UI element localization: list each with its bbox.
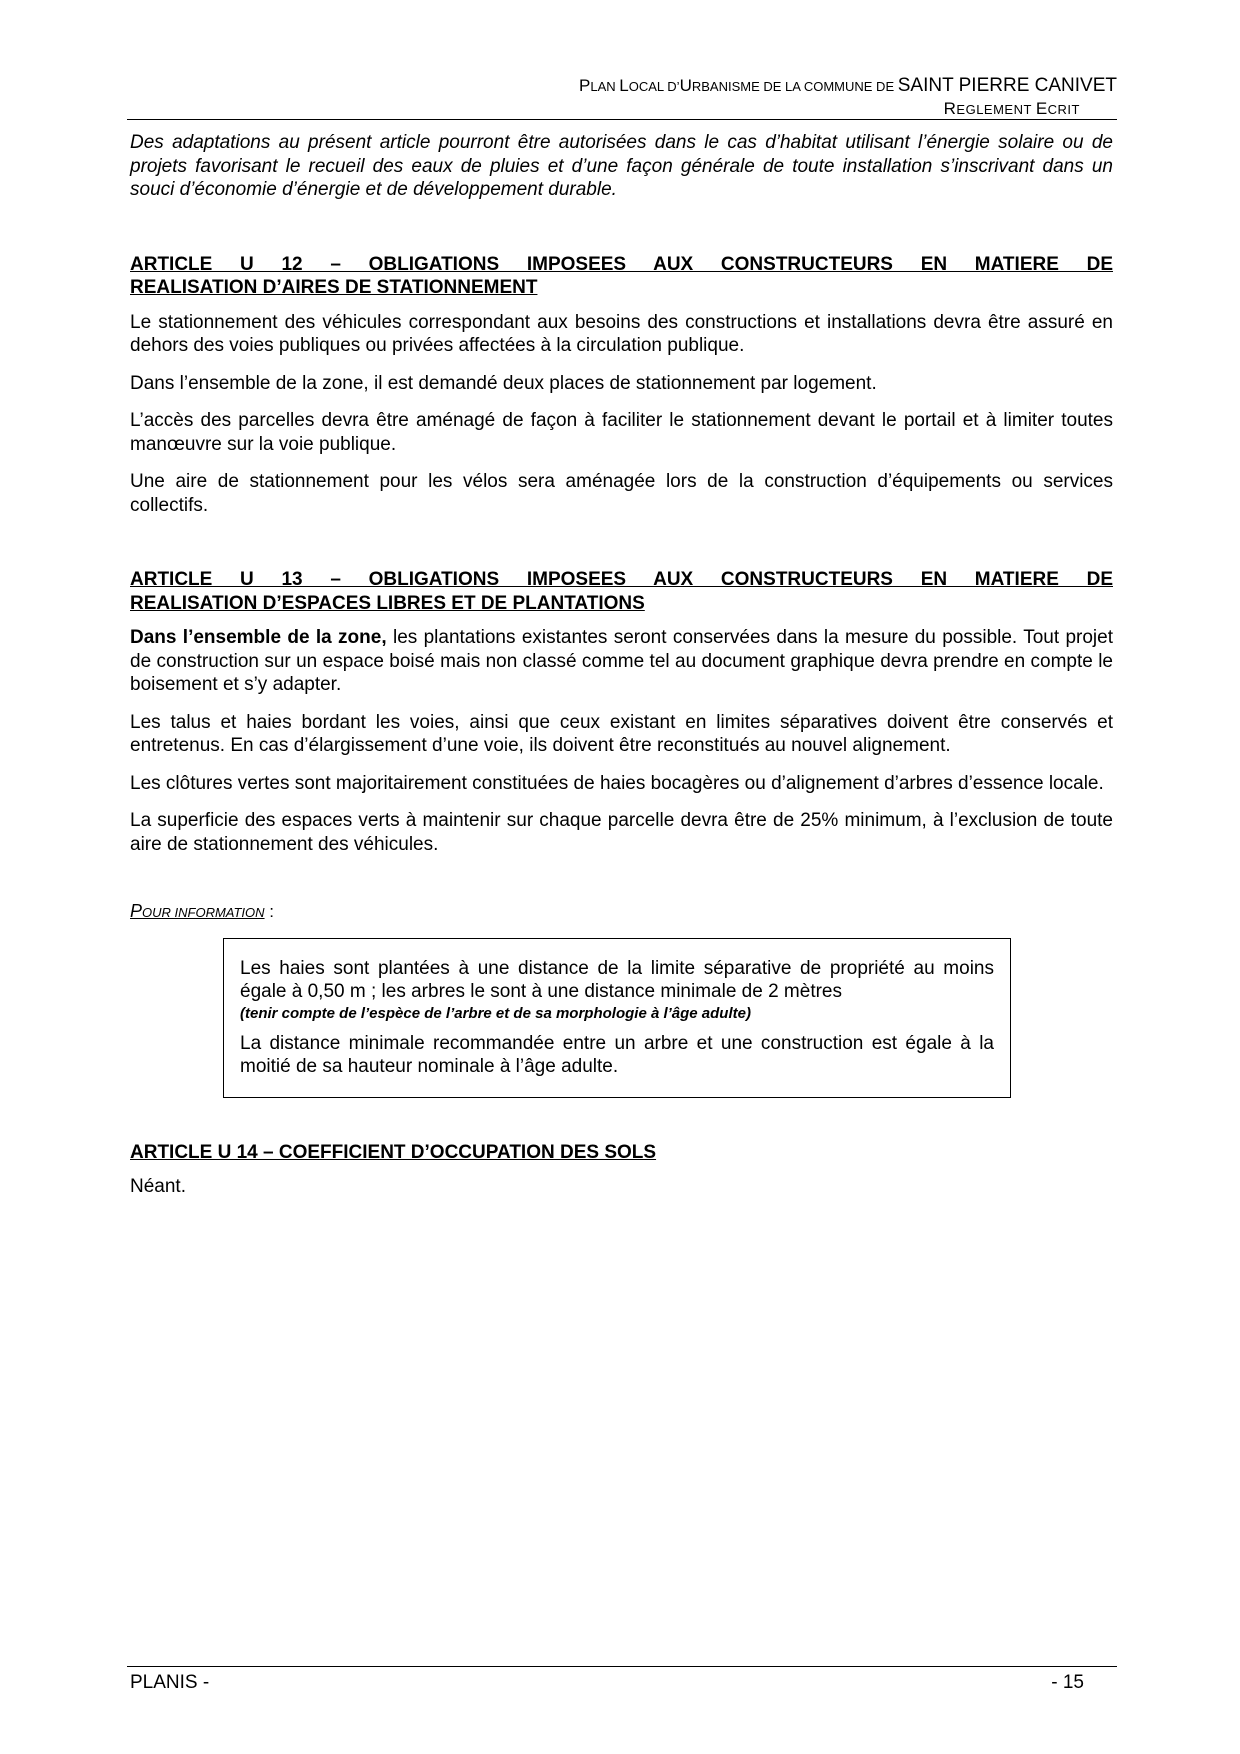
- header-title-part: U: [679, 76, 692, 95]
- header-title-part: LAN: [590, 79, 620, 94]
- header-subtitle-part: CRIT: [1047, 102, 1080, 117]
- article-13-title-line1: ARTICLE U 13 – OBLIGATIONS IMPOSEES AUX CONSTRUCTEURS EN MATIERE DE: [130, 569, 1113, 590]
- page-number: - 15: [1051, 1672, 1084, 1693]
- header-subtitle-part: EGLEMENT: [956, 102, 1036, 117]
- article-12-paragraph: Le stationnement des véhicules correspondant aux besoins des constructions et installations devra être assuré en dehors des voies publiques ou privées affectées à la circulation publique.: [130, 311, 1113, 356]
- header-subtitle: [127, 98, 1080, 121]
- info-label-initial: P: [130, 901, 143, 921]
- article-13-paragraph: Les clôtures vertes sont majoritairement constituées de haies bocagères ou d’alignement d’arbres d’essence locale.: [130, 772, 1104, 794]
- article-12-title: [130, 253, 1113, 300]
- info-label: [130, 900, 1113, 925]
- header-commune-name: SAINT PIERRE CANIVET: [897, 75, 1117, 96]
- header-divider: [127, 119, 1117, 120]
- article-13-lead-text: les plantations existantes seront conservées dans la mesure du possible. Tout projet de construction sur un espace boisé mais non classé comme tel au document graphique devra prendre en compte le boisement et s’y adapter.: [130, 627, 1113, 695]
- header-title-part: OCAL D’: [628, 79, 680, 94]
- info-label-suffix: :: [264, 902, 274, 921]
- header-title-part: L: [619, 76, 629, 95]
- page-content: [130, 131, 1113, 1213]
- info-box-paragraph: [240, 957, 994, 1024]
- article-13-paragraph: [130, 626, 1113, 697]
- info-label-rest: OUR INFORMATION: [142, 905, 265, 920]
- info-box-note: (tenir compte de l’espèce de l’arbre et de sa morphologie à l’âge adulte): [240, 1004, 751, 1022]
- article-13-paragraph: Les talus et haies bordant les voies, ainsi que ceux existant en limites séparatives doivent être conservés et entretenus. En cas d’élargissement d’une voie, ils doivent être reconstitués au nouvel alignement.: [130, 711, 1113, 756]
- header-title: [127, 74, 1117, 98]
- article-13-paragraph: La superficie des espaces verts à maintenir sur chaque parcelle devra être de 25% minimum, à l’exclusion de toute aire de stationnement des véhicules.: [130, 810, 1113, 855]
- article-12-title-line2: REALISATION D’AIRES DE STATIONNEMENT: [130, 277, 538, 298]
- article-12-title-line1: ARTICLE U 12 – OBLIGATIONS IMPOSEES AUX CONSTRUCTEURS EN MATIERE DE: [130, 253, 1113, 275]
- page-header: [127, 74, 1117, 121]
- article-14-text: Néant.: [130, 1176, 186, 1197]
- article-12-paragraph: L’accès des parcelles devra être aménagé de façon à faciliter le stationnement devant le portail et à limiter toutes manœuvre sur la voie publique.: [130, 410, 1113, 455]
- header-title-part: P: [579, 76, 591, 95]
- info-box-text: Les haies sont plantées à une distance de la limite séparative de propriété au moins égale à 0,50 m ; les arbres le sont à une distance minimale de 2 mètres: [240, 957, 994, 1002]
- intro-paragraph: Des adaptations au présent article pourront être autorisées dans le cas d’habitat utilisant l’énergie solaire ou de projets favorisant le recueil des eaux de pluies et d’une façon générale de toute installation s’inscrivant dans un souci d’économie d’énergie et de développement durable.: [130, 132, 1113, 200]
- header-title-part: RBANISME DE LA COMMUNE DE: [691, 79, 898, 94]
- article-14-title: ARTICLE U 14 – COEFFICIENT D’OCCUPATION DES SOLS: [130, 1141, 657, 1163]
- article-12-paragraph: Dans l’ensemble de la zone, il est demandé deux places de stationnement par logement.: [130, 372, 877, 394]
- footer-divider: [127, 1666, 1117, 1667]
- header-subtitle-part: E: [1035, 99, 1048, 118]
- article-13-bold-lead: Dans l’ensemble de la zone,: [130, 627, 387, 648]
- article-12-paragraph: Une aire de stationnement pour les vélos sera aménagée lors de la construction d’équipements ou services collectifs.: [130, 471, 1113, 516]
- header-subtitle-part: R: [943, 99, 957, 118]
- footer-left: PLANIS -: [130, 1672, 210, 1693]
- info-box-paragraph: La distance minimale recommandée entre un arbre et une construction est égale à la moitié de sa hauteur nominale à l’âge adulte.: [240, 1032, 994, 1077]
- info-box: [223, 938, 1011, 1098]
- article-13-title-line2: REALISATION D’ESPACES LIBRES ET DE PLANTATIONS: [130, 592, 645, 614]
- article-13-title: [130, 568, 1113, 615]
